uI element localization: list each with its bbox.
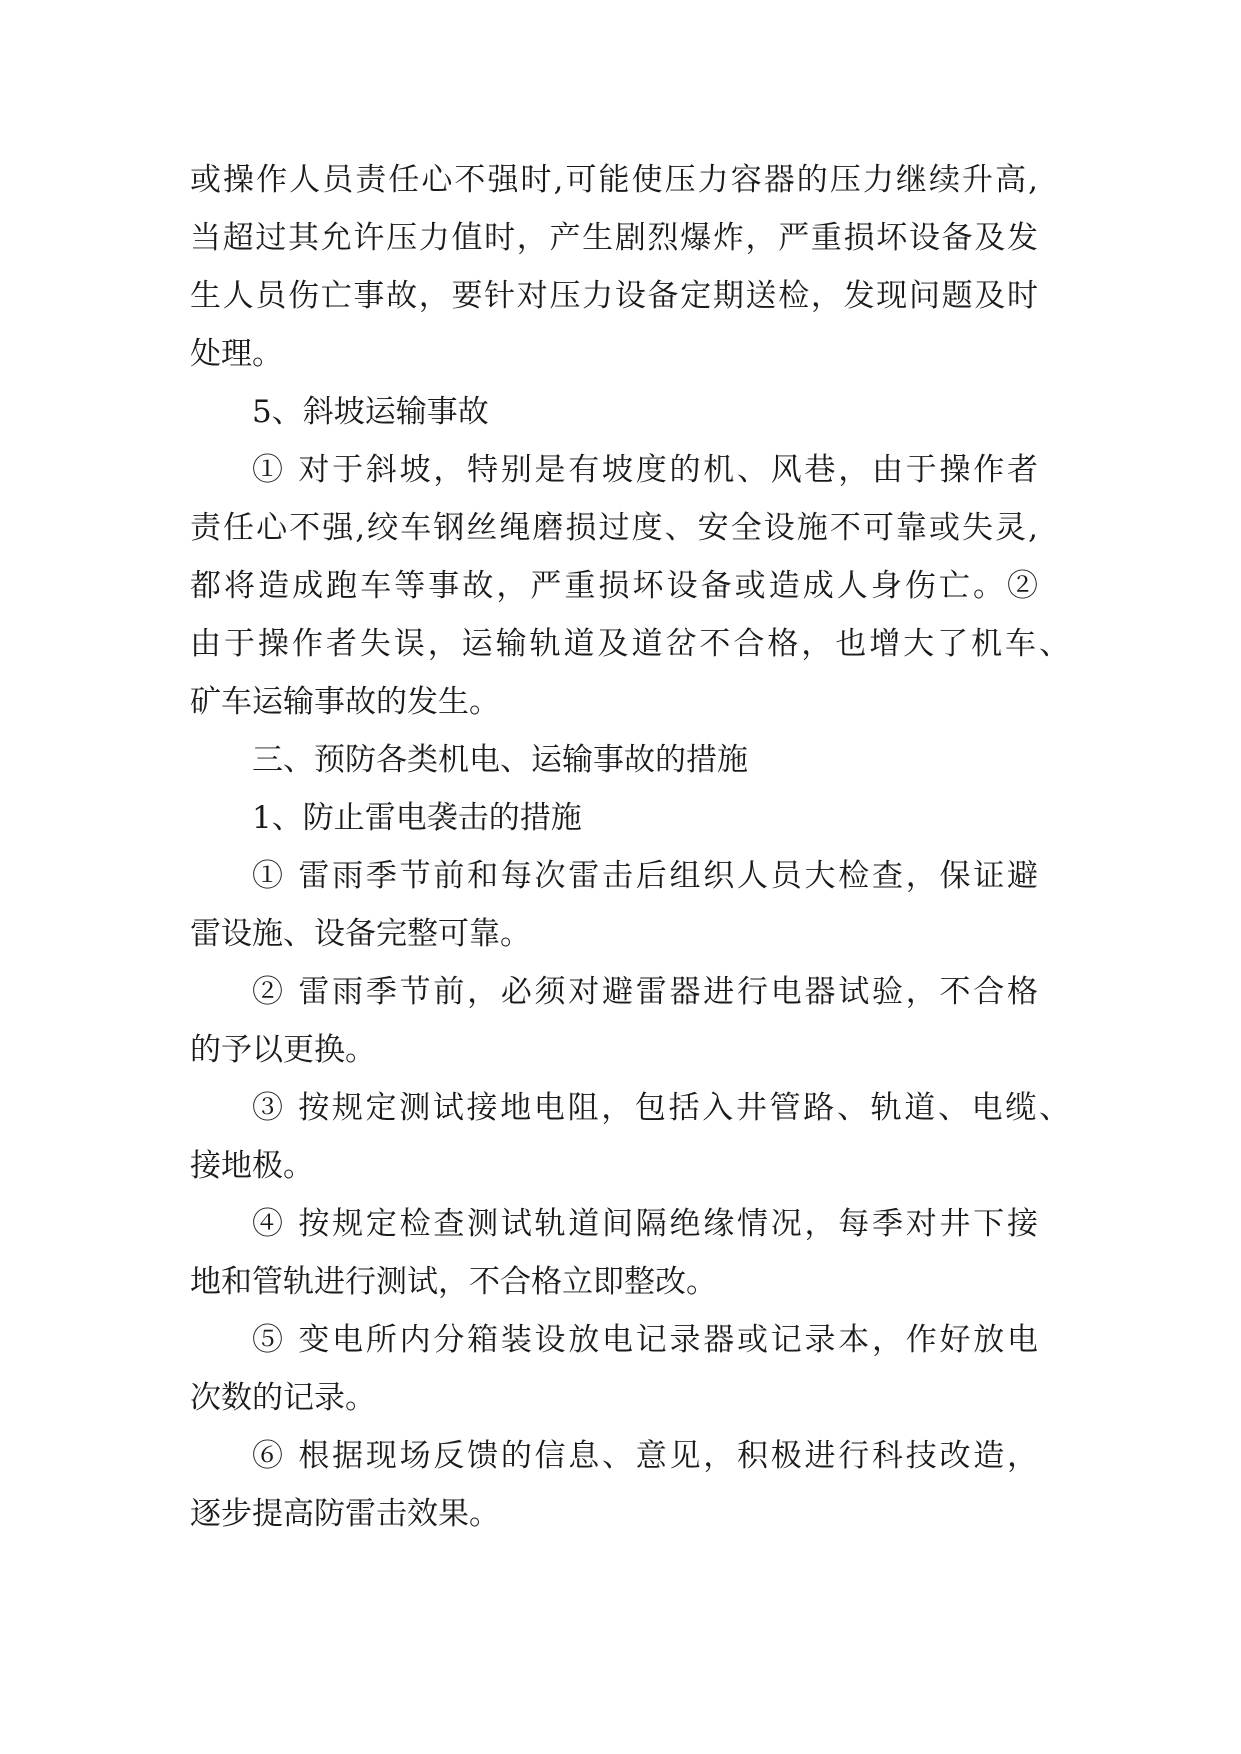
list-item-line: ⑤ 变电所内分箱装设放电记录器或记录本，作好放电 bbox=[252, 1322, 1038, 1358]
text-line: 都将造成跑车等事故，严重损坏设备或造成人身伤亡。② bbox=[190, 568, 1038, 604]
list-item-line: 逐步提高防雷击效果。 bbox=[190, 1496, 500, 1532]
list-item-line: 接地极。 bbox=[190, 1148, 314, 1184]
text-line: 或操作人员责任心不强时,可能使压力容器的压力继续升高, bbox=[190, 162, 1038, 198]
text-line: ① 对于斜坡，特别是有坡度的机、风巷，由于操作者 bbox=[252, 452, 1038, 488]
list-item-line: ③ 按规定测试接地电阻，包括入井管路、轨道、电缆、 bbox=[252, 1090, 1070, 1126]
list-item-line: 的予以更换。 bbox=[190, 1032, 376, 1068]
list-item-line: 次数的记录。 bbox=[190, 1380, 376, 1416]
list-item-line: ⑥ 根据现场反馈的信息、意见，积极进行科技改造， bbox=[252, 1438, 1038, 1474]
text-line: 当超过其允许压力值时，产生剧烈爆炸，严重损坏设备及发 bbox=[190, 220, 1038, 256]
list-item-line: ② 雷雨季节前，必须对避雷器进行电器试验，不合格 bbox=[252, 974, 1038, 1010]
section-heading: 5、斜坡运输事故 bbox=[252, 394, 489, 430]
list-item-line: ④ 按规定检查测试轨道间隔绝缘情况，每季对井下接 bbox=[252, 1206, 1038, 1242]
list-item-line: 雷设施、设备完整可靠。 bbox=[190, 916, 531, 952]
text-line: 由于操作者失误，运输轨道及道岔不合格，也增大了机车、 bbox=[190, 626, 1070, 662]
list-item-line: ① 雷雨季节前和每次雷击后组织人员大检查，保证避 bbox=[252, 858, 1038, 894]
text-line: 处理。 bbox=[190, 336, 283, 372]
text-line: 生人员伤亡事故，要针对压力设备定期送检，发现问题及时 bbox=[190, 278, 1038, 314]
subsection-heading: 1、防止雷电袭击的措施 bbox=[252, 800, 582, 836]
text-line: 矿车运输事故的发生。 bbox=[190, 684, 500, 720]
section-heading: 三、预防各类机电、运输事故的措施 bbox=[252, 742, 748, 778]
text-line: 责任心不强,绞车钢丝绳磨损过度、安全设施不可靠或失灵, bbox=[190, 510, 1038, 546]
list-item-line: 地和管轨进行测试，不合格立即整改。 bbox=[190, 1264, 717, 1300]
